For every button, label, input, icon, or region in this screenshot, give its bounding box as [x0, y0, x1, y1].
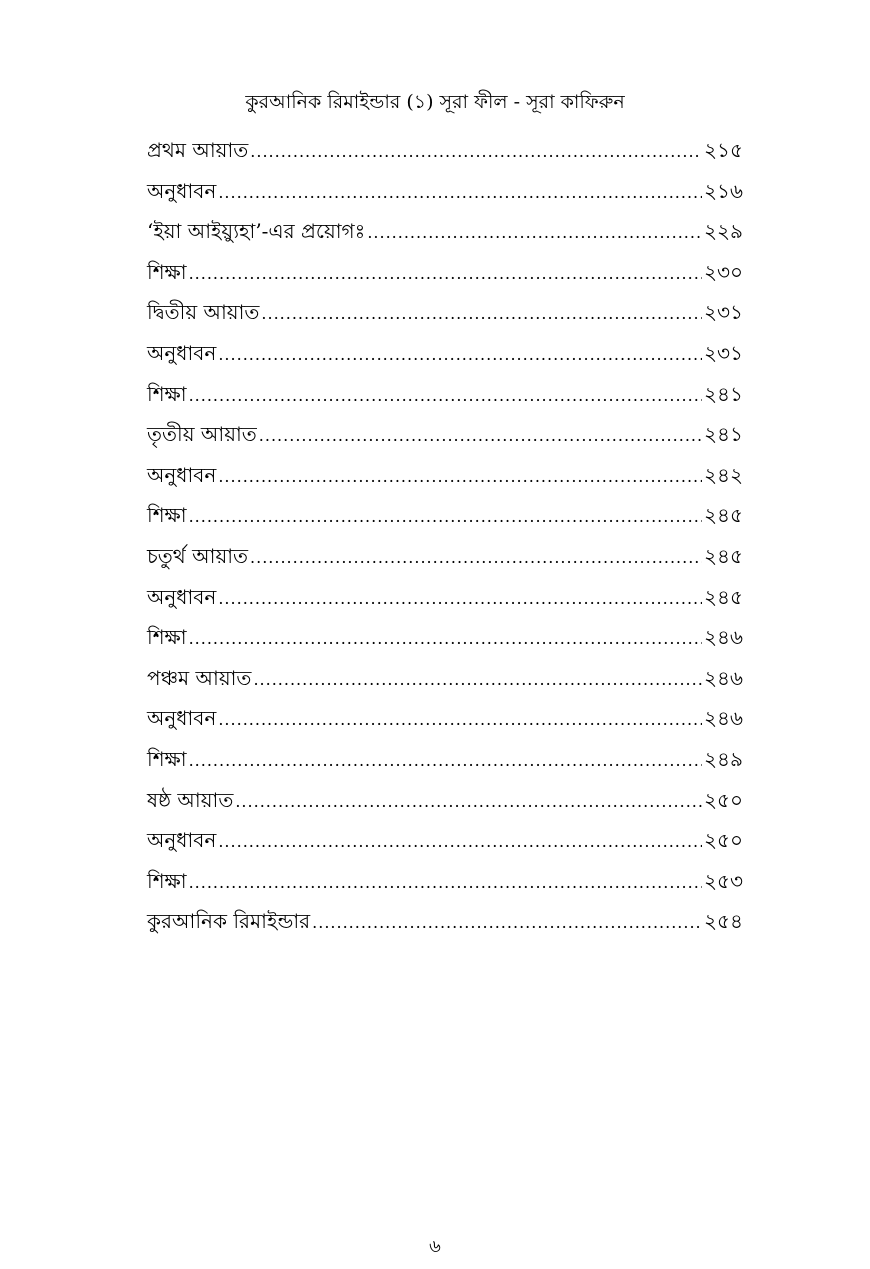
toc-entry-page: ২৩০: [703, 259, 743, 284]
toc-entry-page: ২৫০: [704, 828, 743, 853]
toc-entry-reflection[interactable]: [147, 702, 743, 743]
toc-entry-title: অনুধাবন: [147, 828, 217, 853]
dot-leader: [312, 907, 702, 939]
dot-leader: [218, 339, 702, 371]
toc-entry-usage[interactable]: [147, 215, 743, 256]
toc-entry-second-ayah[interactable]: [147, 296, 743, 337]
toc-entry-title: তৃতীয় আয়াত: [147, 422, 257, 447]
toc-entry-fifth-ayah[interactable]: [147, 662, 743, 703]
toc-entry-page: ২৪১: [704, 422, 743, 447]
toc-entry-page: ২৪৫: [704, 503, 743, 528]
toc-entry-reflection[interactable]: [147, 459, 743, 500]
toc-entry-page: ২৪৬: [704, 665, 743, 690]
toc-entry-page: ২১৬: [704, 178, 743, 203]
toc-entry-lesson[interactable]: [147, 256, 743, 297]
dot-leader: [189, 745, 702, 777]
toc-entry-title: চতুর্থ আয়াত: [147, 543, 249, 568]
toc-entry-page: ২৪৫: [704, 543, 743, 568]
toc-entry-title: অনুধাবন: [147, 340, 217, 365]
dot-leader: [250, 136, 702, 168]
dot-leader: [367, 217, 702, 249]
toc-entry-title: শিক্ষা: [147, 625, 187, 650]
toc-entry-page: ২৪২: [704, 462, 743, 487]
dot-leader: [189, 258, 702, 290]
toc-entry-page: ২৫৪: [704, 909, 743, 934]
toc-entry-page: ২৩১: [704, 340, 743, 365]
toc-entry-page: ২৫৩: [704, 868, 743, 893]
dot-leader: [259, 420, 702, 452]
toc-entry-fourth-ayah[interactable]: [147, 540, 743, 581]
dot-leader: [218, 177, 702, 209]
toc-entry-page: ২৪৬: [704, 625, 743, 650]
toc-entry-title: প্রথম আয়াত: [147, 138, 249, 162]
toc-entry-reflection[interactable]: [147, 337, 743, 378]
toc-entry-title: শিক্ষা: [147, 503, 187, 528]
dot-leader: [253, 664, 702, 696]
dot-leader: [250, 542, 702, 574]
toc-entry-page: ২৪৬: [704, 706, 743, 731]
toc-entry-page: ২২৯: [704, 219, 743, 244]
toc-entry-title: অনুধাবন: [147, 706, 217, 731]
toc-entry-third-ayah[interactable]: [147, 418, 743, 459]
toc-entry-page: ২১৫: [704, 138, 743, 162]
toc-entry-title: কুরআনিক রিমাইন্ডার: [147, 909, 311, 934]
dot-leader: [218, 704, 702, 736]
toc-entry-reflection[interactable]: [147, 581, 743, 622]
toc-entry-page: ২৩১: [704, 300, 743, 325]
dot-leader: [189, 501, 702, 533]
toc-entry-page: ২৪৫: [704, 584, 743, 609]
dot-leader: [261, 298, 702, 330]
toc-entry-title: অনুধাবন: [147, 462, 217, 487]
toc-entry-title: ‘ইয়া আইয়্যুহা’-এর প্রয়োগঃ: [147, 219, 366, 244]
dot-leader: [189, 380, 702, 412]
toc-entry-reflection[interactable]: [147, 824, 743, 865]
toc-entry-page: ২৪১: [704, 381, 743, 406]
toc-entry-title: অনুধাবন: [147, 584, 217, 609]
toc-entry-lesson[interactable]: [147, 621, 743, 662]
toc-entry-title: পঞ্চম আয়াত: [147, 665, 252, 690]
toc-entry-title: শিক্ষা: [147, 868, 187, 893]
page-number: ৬: [429, 1236, 441, 1257]
toc-entry-title: শিক্ষা: [147, 746, 187, 771]
toc-entry-page: ২৪৯: [704, 746, 743, 771]
toc-entry-page: ২৫০: [704, 787, 743, 812]
toc-entry-first-ayah[interactable]: [147, 134, 743, 175]
table-of-contents: [147, 134, 743, 946]
dot-leader: [218, 826, 702, 858]
toc-entry-reflection[interactable]: [147, 175, 743, 216]
running-header: কুরআনিক রিমাইন্ডার (১) সূরা ফীল - সূরা কাফিরুন: [245, 91, 625, 113]
toc-entry-title: ষষ্ঠ আয়াত: [147, 787, 234, 812]
toc-entry-sixth-ayah[interactable]: [147, 784, 743, 825]
toc-entry-quranic-reminder[interactable]: [147, 905, 743, 946]
dot-leader: [218, 583, 702, 615]
toc-entry-lesson[interactable]: [147, 378, 743, 419]
toc-entry-lesson[interactable]: [147, 865, 743, 906]
toc-entry-title: অনুধাবন: [147, 178, 217, 203]
dot-leader: [189, 623, 702, 655]
toc-entry-title: শিক্ষা: [147, 259, 187, 284]
toc-entry-title: শিক্ষা: [147, 381, 187, 406]
dot-leader: [235, 786, 702, 818]
toc-entry-lesson[interactable]: [147, 743, 743, 784]
toc-entry-lesson[interactable]: [147, 499, 743, 540]
toc-entry-title: দ্বিতীয় আয়াত: [147, 300, 260, 325]
dot-leader: [189, 867, 702, 899]
dot-leader: [218, 461, 702, 493]
